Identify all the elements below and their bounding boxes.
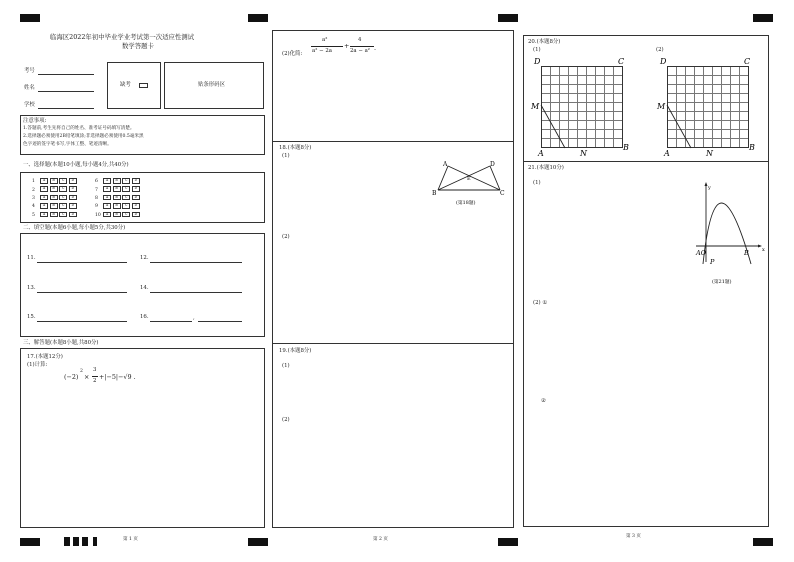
q19-header: 19.(本题8分) — [279, 348, 312, 354]
q20-label-b: B — [749, 143, 755, 152]
footer-page3: 第 3 页 — [626, 534, 642, 539]
timing-mark — [248, 538, 268, 546]
section2-title: 二、填空题(本题6小题,每小题5分,共30分) — [23, 225, 126, 231]
timing-mark — [498, 538, 518, 546]
q17-expr-post: +|−5|−√9 . — [99, 373, 136, 381]
choice-bubble[interactable]: A — [40, 212, 48, 218]
q17-frac-den: 2 — [93, 378, 97, 384]
choice-bubble[interactable]: A — [103, 178, 111, 184]
q17-part1: (1)计算: — [27, 362, 48, 368]
choice-bubble[interactable]: A — [40, 186, 48, 192]
choice-bubble[interactable]: D — [69, 186, 77, 192]
choice-bubble[interactable]: B — [113, 212, 121, 218]
item-11-label: 11. — [27, 255, 36, 261]
exam-no-field[interactable] — [38, 74, 94, 75]
q21-label-p: P — [710, 258, 715, 266]
exam-title: 临海区2022年初中毕业学业考试第一次适应性测试 — [50, 33, 195, 41]
question-number: 9 — [95, 204, 98, 210]
choice-bubble[interactable]: C — [122, 186, 130, 192]
timing-mark — [248, 14, 268, 22]
question-number: 2 — [32, 187, 35, 193]
answer-line-14[interactable] — [150, 292, 242, 293]
q20-label-c: C — [618, 57, 625, 66]
choice-bubble[interactable]: D — [132, 178, 140, 184]
choice-bubble[interactable]: D — [69, 212, 77, 218]
choice-row — [32, 186, 78, 193]
choice-bubble[interactable]: B — [113, 186, 121, 192]
choice-bubble[interactable]: D — [132, 203, 140, 209]
timing-mark — [93, 537, 97, 546]
choice-row — [95, 186, 141, 193]
q17-times: × — [84, 373, 90, 381]
q20-figure-2 — [656, 55, 761, 160]
choice-row — [32, 212, 78, 219]
choice-row — [32, 178, 78, 185]
item-15-label: 15. — [27, 314, 36, 320]
timing-mark — [498, 14, 518, 22]
choice-bubble[interactable]: A — [103, 203, 111, 209]
item-13-label: 13. — [27, 285, 36, 291]
q18-label-e: E — [467, 176, 471, 182]
q17b-frac-bar1 — [311, 46, 343, 47]
question-number: 3 — [32, 196, 35, 202]
section3-title: 三、解答题(本题8小题,共80分) — [23, 340, 99, 346]
card-subtitle: 数学答题卡 — [122, 42, 154, 50]
q20-label-a: A — [538, 149, 544, 158]
q18-label-a: A — [443, 161, 448, 168]
q21-label-y: y — [708, 185, 711, 191]
footer-page2: 第 2 页 — [373, 537, 389, 542]
q20-label-m: M — [531, 102, 540, 111]
choice-bubble[interactable]: B — [113, 195, 121, 201]
q21-label-b: B — [744, 249, 749, 257]
q18-header: 18.(本题8分) — [279, 145, 312, 151]
notes-title: 注意事项: — [23, 118, 47, 124]
absent-label: 缺考 — [120, 82, 131, 88]
choice-bubble[interactable]: A — [40, 203, 48, 209]
q17b-den2: 2a − a² — [350, 48, 370, 54]
column2-frame — [272, 30, 514, 528]
q17b-num1: a² — [322, 37, 328, 43]
item-16-label: 16. — [140, 314, 149, 320]
q17b-frac-bar2 — [350, 46, 374, 47]
choice-bubble[interactable]: B — [113, 178, 121, 184]
item-12-label: 12. — [140, 255, 149, 261]
q18-label-d: D — [490, 161, 495, 168]
exam-no-label: 考号 — [24, 68, 35, 74]
choice-bubble[interactable]: A — [40, 195, 48, 201]
q19-part1: (1) — [282, 363, 290, 369]
item-14-label: 14. — [140, 285, 149, 291]
q18-part1: (1) — [282, 153, 290, 159]
choice-bubble[interactable]: C — [59, 186, 67, 192]
choice-bubble[interactable]: C — [122, 203, 130, 209]
question-number: 7 — [95, 187, 98, 193]
q20-figure-1 — [530, 55, 635, 160]
notes-line: 2.选择题必须使用2B铅笔填涂;非选择题必须使用0.5毫米黑 — [23, 134, 144, 139]
absent-checkbox[interactable] — [139, 83, 148, 88]
barcode-label: 贴条形码区 — [198, 82, 225, 88]
school-field[interactable] — [38, 108, 94, 109]
q17-part2: (2)化简: — [282, 51, 303, 57]
answer-line-13[interactable] — [37, 292, 127, 293]
timing-mark — [753, 538, 773, 546]
choice-bubble[interactable]: D — [132, 195, 140, 201]
answer-line-12[interactable] — [150, 262, 242, 263]
timing-mark — [753, 14, 773, 22]
choice-bubble[interactable]: C — [122, 212, 130, 218]
question-number: 8 — [95, 196, 98, 202]
q20-label-b: B — [623, 143, 629, 152]
choice-row — [32, 195, 78, 202]
q20-part1: (1) — [533, 47, 541, 53]
footer-page1: 第 1 页 — [123, 537, 139, 542]
timing-mark — [20, 14, 40, 22]
choice-row — [95, 195, 141, 202]
q17-expr-exponent: 2 — [80, 369, 83, 374]
q17-area — [20, 348, 265, 528]
choice-bubble[interactable]: C — [122, 195, 130, 201]
question-number: 4 — [32, 204, 35, 210]
q19-part2: (2) — [282, 417, 290, 423]
q20-label-d: D — [534, 57, 541, 66]
choice-bubble[interactable]: D — [69, 195, 77, 201]
answer-line-16a[interactable] — [150, 321, 192, 322]
q17-header: 17.(本题12分) — [27, 354, 63, 360]
choice-bubble[interactable]: B — [50, 195, 58, 201]
timing-mark — [64, 537, 70, 546]
choice-bubble[interactable]: C — [59, 203, 67, 209]
q21-header: 21.(本题10分) — [528, 165, 564, 171]
q18-label-c: C — [500, 190, 505, 197]
q17-frac-bar — [92, 376, 98, 377]
choice-bubble[interactable]: B — [50, 186, 58, 192]
q18-figure — [430, 160, 510, 208]
q18-caption: (第18题) — [456, 201, 476, 206]
question-number: 10 — [95, 212, 101, 218]
choice-bubble[interactable]: A — [40, 178, 48, 184]
divider — [272, 343, 514, 344]
q21-label-x: x — [762, 247, 765, 253]
choice-bubble[interactable]: C — [59, 195, 67, 201]
choice-bubble[interactable]: C — [59, 212, 67, 218]
choice-bubble[interactable]: C — [59, 178, 67, 184]
q21-figure — [690, 182, 768, 288]
answer-line-15[interactable] — [37, 321, 127, 322]
section1-title: 一、选择题(本题10小题,每小题4分,共40分) — [23, 162, 129, 168]
timing-mark — [82, 537, 88, 546]
q20-part2: (2) — [656, 47, 664, 53]
choice-row — [95, 203, 141, 210]
choice-bubble[interactable]: A — [103, 186, 111, 192]
timing-mark — [73, 537, 79, 546]
choice-bubble[interactable]: B — [50, 212, 58, 218]
question-number: 1 — [32, 179, 35, 185]
q21-label-ao: AO — [696, 249, 707, 257]
choice-bubble[interactable]: B — [50, 178, 58, 184]
choice-bubble[interactable]: A — [103, 195, 111, 201]
notes-line: 1.答题前,考生先将自己的姓名、准考证号码填写清楚。 — [23, 126, 135, 131]
name-field[interactable] — [38, 91, 94, 92]
item-16-separator: , — [193, 315, 195, 321]
divider — [523, 161, 769, 162]
q17b-num2: 4 — [358, 37, 362, 43]
q17b-end: . — [374, 44, 377, 52]
timing-mark — [20, 538, 40, 546]
q17b-plus: + — [344, 42, 350, 50]
choice-bubble[interactable]: D — [69, 178, 77, 184]
q20-label-n: N — [580, 149, 587, 158]
q21-caption: (第21题) — [712, 280, 732, 285]
question-number: 6 — [95, 179, 98, 185]
answer-line-16b[interactable] — [198, 321, 242, 322]
q18-label-b: B — [432, 190, 437, 197]
q20-label-d: D — [660, 57, 667, 66]
choice-row — [95, 212, 141, 219]
choice-bubble[interactable]: D — [132, 212, 140, 218]
divider — [272, 141, 514, 142]
name-label: 姓名 — [24, 85, 35, 91]
choice-row — [95, 178, 141, 185]
choice-bubble[interactable]: A — [103, 212, 111, 218]
choice-bubble[interactable]: C — [122, 178, 130, 184]
q18-part2: (2) — [282, 234, 290, 240]
q17-expr-pre: (−2) — [64, 373, 79, 381]
choice-bubble[interactable]: D — [132, 186, 140, 192]
choice-bubble[interactable]: D — [69, 203, 77, 209]
choice-row — [32, 203, 78, 210]
choice-bubble[interactable]: B — [113, 203, 121, 209]
q21-part1: (1) — [533, 180, 541, 186]
q20-label-m: M — [657, 102, 666, 111]
q20-header: 20.(本题8分) — [528, 39, 561, 45]
question-number: 5 — [32, 212, 35, 218]
choice-bubble[interactable]: B — [50, 203, 58, 209]
q17-frac-num: 3 — [93, 367, 97, 373]
q21-part3: ② — [541, 398, 546, 404]
absent-box — [107, 62, 161, 109]
q21-part2: (2) ① — [533, 300, 548, 306]
notes-line: 色字迹的签字笔书写,字体工整、笔迹清晰。 — [23, 142, 112, 147]
q20-label-c: C — [744, 57, 751, 66]
school-label: 学校 — [24, 102, 35, 108]
q20-label-a: A — [664, 149, 670, 158]
q20-label-n: N — [706, 149, 713, 158]
q17b-den1: a² − 2a — [312, 48, 332, 54]
answer-line-11[interactable] — [37, 262, 127, 263]
